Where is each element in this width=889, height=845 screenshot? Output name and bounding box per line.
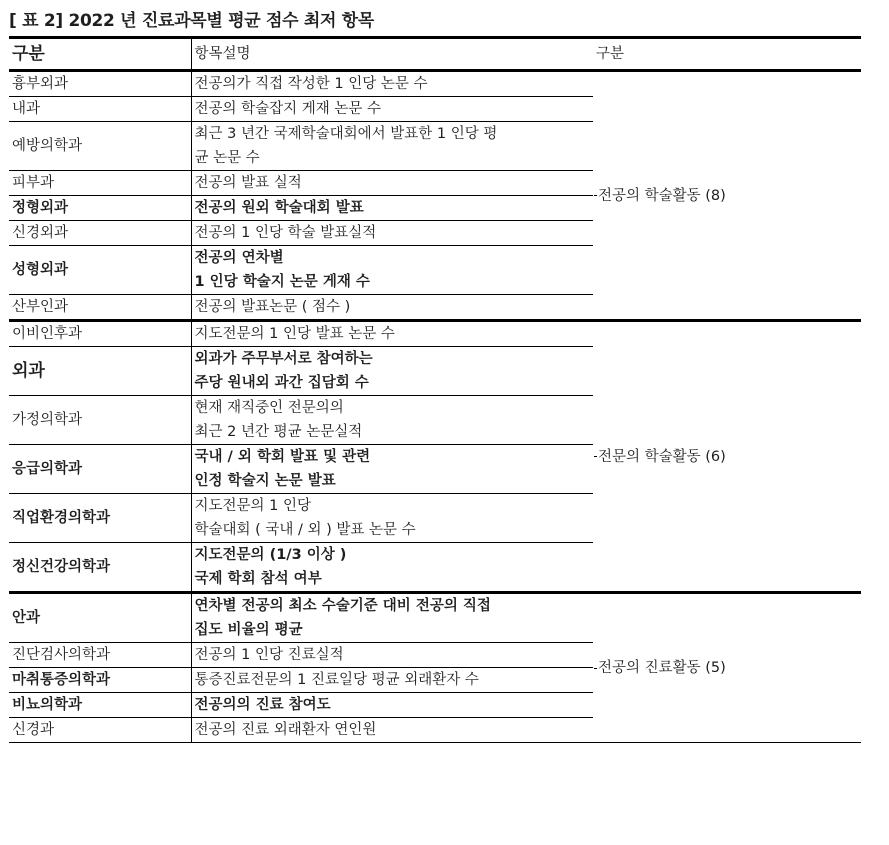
group-label-cell	[593, 71, 861, 321]
description-line: 전공의 학술잡지 게재 논문 수	[194, 101, 382, 117]
department-cell: 피부과	[9, 171, 191, 196]
description-line: 전공의가 직접 작성한 1 인당 논문 수	[194, 76, 428, 92]
description-line: 집도 비율의 평균	[194, 622, 303, 638]
description-cell	[191, 221, 593, 246]
header-description: 항목설명	[191, 38, 593, 71]
description-line: 균 논문 수	[194, 150, 260, 166]
department-cell: 정신건강의학과	[9, 543, 191, 593]
department-cell: 이비인후과	[9, 321, 191, 347]
description-cell	[191, 321, 593, 347]
department-cell: 안과	[9, 593, 191, 643]
score-table	[9, 36, 861, 743]
description-line: 지도전문의 1 인당	[194, 498, 311, 514]
connector-line	[594, 195, 597, 196]
description-cell	[191, 693, 593, 718]
description-cell	[191, 494, 593, 543]
description-line: 지도전문의 1 인당 발표 논문 수	[194, 326, 395, 342]
header-group: 구분	[593, 38, 861, 71]
description-cell	[191, 196, 593, 221]
description-line: 최근 2 년간 평균 논문실적	[194, 424, 363, 440]
description-cell	[191, 347, 593, 396]
department-cell: 비뇨의학과	[9, 693, 191, 718]
description-line: 통증진료전문의 1 진료일당 평균 외래환자 수	[194, 672, 479, 688]
description-cell	[191, 718, 593, 743]
description-line: 최근 3 년간 국제학술대회에서 발표한 1 인당 평	[194, 126, 498, 142]
department-cell: 가정의학과	[9, 396, 191, 445]
description-line: 전공의 1 인당 학술 발표실적	[194, 225, 377, 241]
group-label: 전문의 학술활동 (6)	[598, 448, 726, 465]
department-cell: 외과	[9, 347, 191, 396]
department-cell: 정형외과	[9, 196, 191, 221]
department-cell: 진단검사의학과	[9, 643, 191, 668]
department-cell: 흉부외과	[9, 71, 191, 97]
description-line: 국내 / 외 학회 발표 및 관련	[194, 449, 371, 465]
description-line: 외과가 주무부서로 참여하는	[194, 351, 373, 367]
department-cell: 신경과	[9, 718, 191, 743]
table-row	[9, 321, 861, 347]
description-cell	[191, 171, 593, 196]
department-cell: 신경외과	[9, 221, 191, 246]
description-cell	[191, 445, 593, 494]
description-line: 인정 학술지 논문 발표	[194, 473, 336, 489]
department-cell: 산부인과	[9, 295, 191, 321]
description-line: 지도전문의 (1/3 이상 )	[194, 547, 347, 563]
description-cell	[191, 71, 593, 97]
description-line: 전공의 발표논문 ( 점수 )	[194, 299, 351, 315]
department-cell: 예방의학과	[9, 122, 191, 171]
description-line: 국제 학회 참석 여부	[194, 571, 322, 587]
department-cell: 내과	[9, 97, 191, 122]
description-line: 전공의 진료 외래환자 연인원	[194, 722, 377, 738]
group-label-cell	[593, 321, 861, 593]
description-line: 1 인당 학술지 논문 게재 수	[194, 274, 370, 290]
description-line: 전공의 원외 학술대회 발표	[194, 200, 364, 216]
header-category: 구분	[9, 38, 191, 71]
header-row	[9, 38, 861, 71]
department-cell: 응급의학과	[9, 445, 191, 494]
description-cell	[191, 643, 593, 668]
description-line: 전공의 연차별	[194, 250, 284, 266]
description-cell	[191, 593, 593, 643]
group-label-cell	[593, 593, 861, 743]
table-row	[9, 593, 861, 643]
group-label: 전공의 진료활동 (5)	[598, 660, 726, 676]
description-cell	[191, 122, 593, 171]
table-row	[9, 71, 861, 97]
description-line: 학술대회 ( 국내 / 외 ) 발표 논문 수	[194, 522, 416, 538]
table-caption: [ 표 2] 2022 년 진료과목별 평균 점수 최저 항목	[9, 11, 374, 31]
connector-line	[594, 668, 597, 669]
description-line: 전공의의 진료 참여도	[194, 697, 331, 713]
department-cell: 마취통증의학과	[9, 668, 191, 693]
description-line: 주당 원내외 과간 집담회 수	[194, 375, 369, 391]
group-label: 전공의 학술활동 (8)	[598, 187, 726, 204]
department-cell: 성형외과	[9, 246, 191, 295]
description-cell	[191, 295, 593, 321]
description-cell	[191, 543, 593, 593]
description-cell	[191, 246, 593, 295]
description-line: 전공의 발표 실적	[194, 175, 302, 191]
department-cell: 직업환경의학과	[9, 494, 191, 543]
description-cell	[191, 97, 593, 122]
description-line: 현재 재직중인 전문의의	[194, 400, 344, 416]
description-cell	[191, 668, 593, 693]
connector-line	[594, 456, 597, 457]
description-line: 전공의 1 인당 진료실적	[194, 647, 344, 663]
description-cell	[191, 396, 593, 445]
description-line: 연차별 전공의 최소 수술기준 대비 전공의 직접	[194, 598, 491, 614]
